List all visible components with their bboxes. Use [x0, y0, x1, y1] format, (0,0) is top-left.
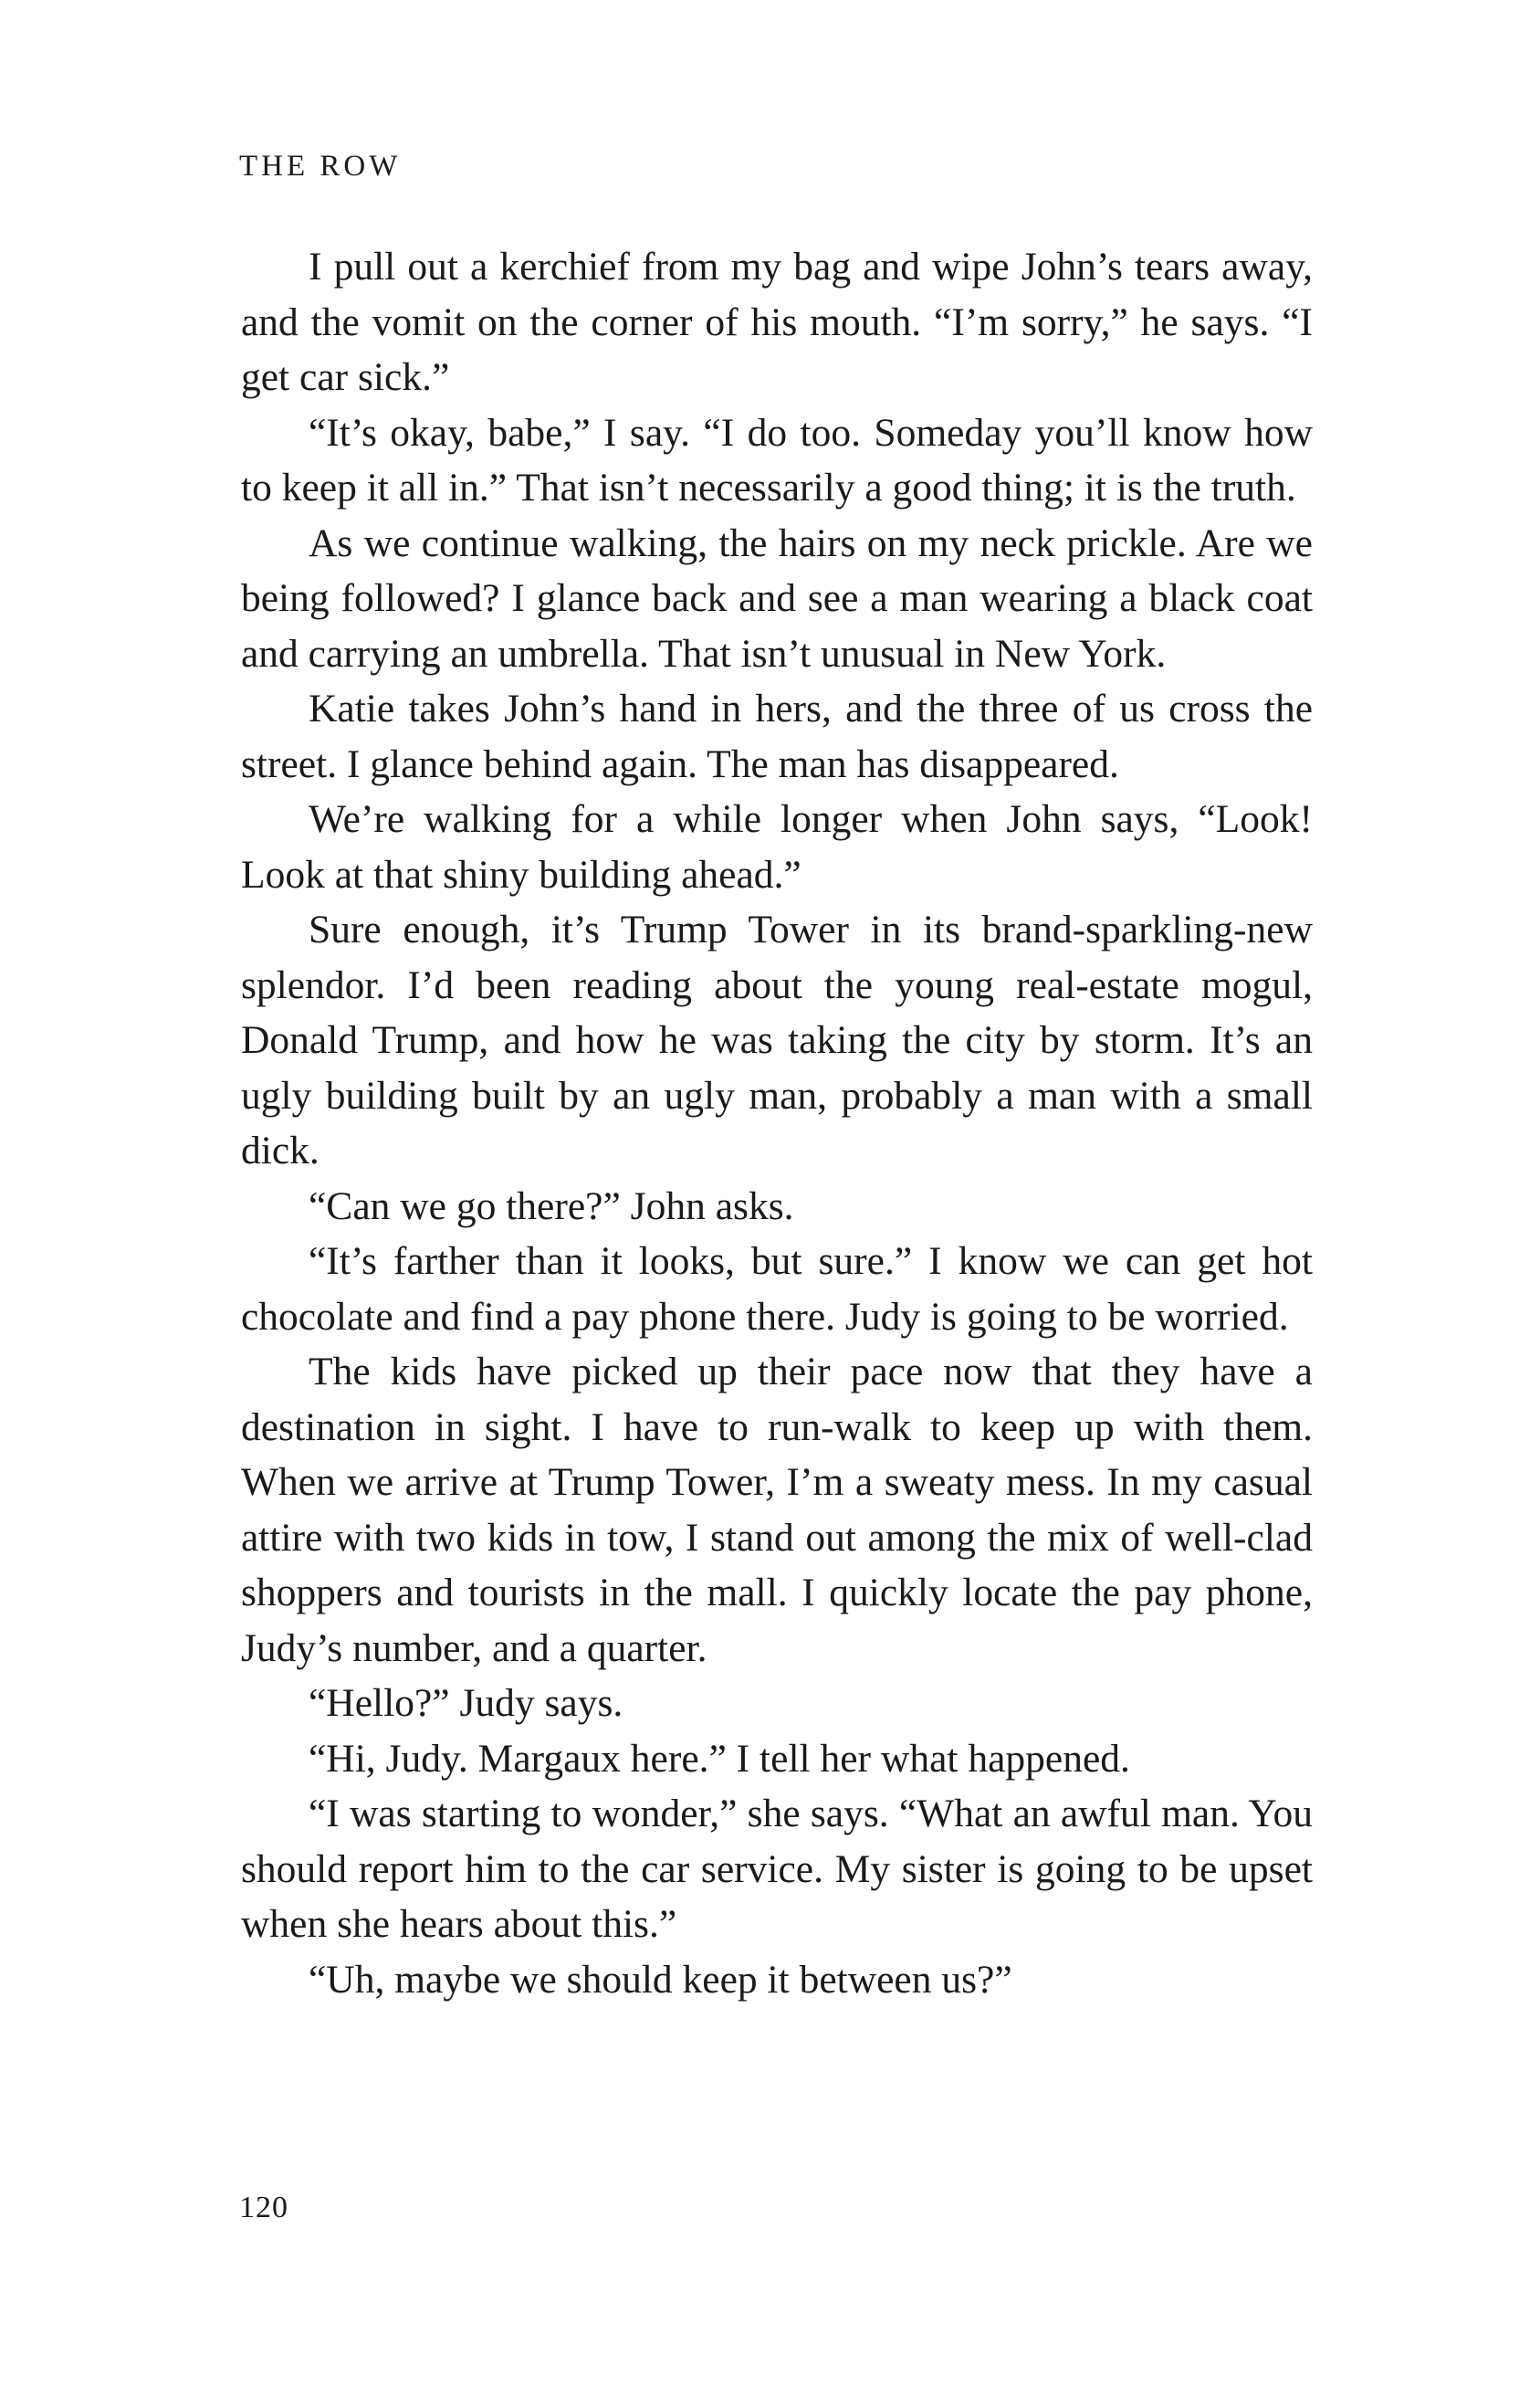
paragraph: “Can we go there?” John asks. [309, 1183, 794, 1228]
paragraph: Katie takes John’s hand in hers, and the three of us cross the street. I glance behind again. The man has disappeared. [241, 687, 1313, 786]
paragraph: “It’s farther than it looks, but sure.” I know we can get hot chocolate and find a pay phone there. Judy is going to be worried. [241, 1239, 1313, 1339]
paragraph: “Hello?” Judy says. [309, 1681, 623, 1725]
paragraph: Sure enough, it’s Trump Tower in its brand-sparkling-new splendor. I’d been reading about the young real-estate mogul, Donald Trump, and how he was taking the city by storm. It’s an ugly building built by an ugly man, probably a man with a small dick. [241, 908, 1313, 1172]
paragraph: “It’s okay, babe,” I say. “I do too. Someday you’ll know how to keep it all in.” That isn’t necessarily a good thing; it is the truth. [241, 410, 1313, 510]
paragraph: “Hi, Judy. Margaux here.” I tell her what happened. [309, 1736, 1130, 1781]
paragraph: The kids have picked up their pace now that they have a destination in sight. I have to run-walk to keep up with them. When we arrive at Trump Tower, I’m a sweaty mess. In my casual attire with two kids in tow, I stand out among the mix of well-clad shoppers and tourists in the mall. I quickly locate the pay phone, Judy’s number, and a quarter. [241, 1350, 1313, 1670]
body-text [241, 239, 1313, 2007]
paragraph: “I was starting to wonder,” she says. “What an awful man. You should report him to the car service. My sister is going to be upset when she hears about this.” [241, 1792, 1313, 1946]
paragraph: We’re walking for a while longer when John says, “Look! Look at that shiny building ahead.” [241, 797, 1313, 897]
page-number: 120 [239, 2191, 288, 2224]
paragraph: As we continue walking, the hairs on my neck prickle. Are we being followed? I glance back and see a man wearing a black coat and carrying an umbrella. That isn’t unusual in New York. [241, 520, 1313, 676]
running-head: THE ROW [239, 150, 402, 183]
paragraph: I pull out a kerchief from my bag and wipe John’s tears away, and the vomit on the corner of his mouth. “I’m sorry,” he says. “I get car sick.” [241, 245, 1313, 399]
paragraph: “Uh, maybe we should keep it between us?” [309, 1957, 1012, 2002]
